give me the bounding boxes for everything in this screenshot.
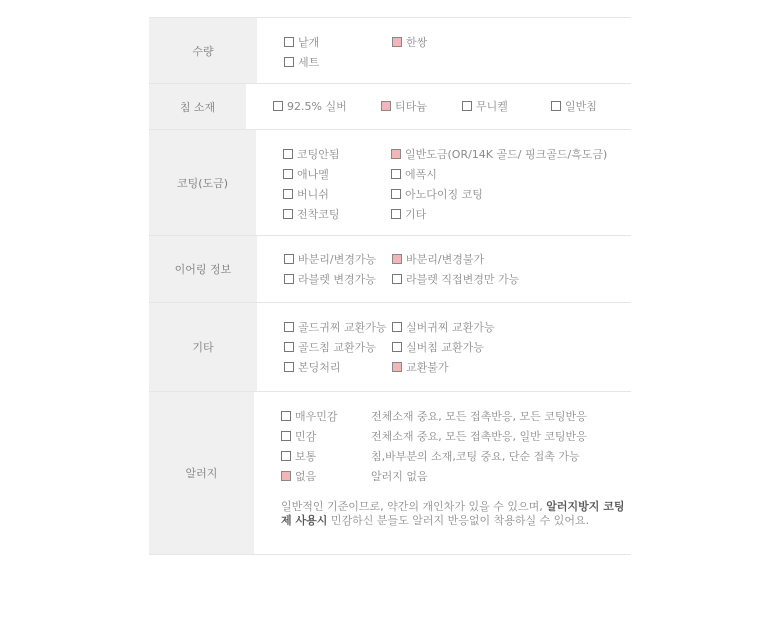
checkbox-icon [392, 342, 402, 352]
option-nickel-free: 무니켈 [462, 96, 551, 116]
checkbox-icon [392, 274, 402, 284]
checkbox-icon [281, 451, 291, 461]
option-bar-fixed: 바분리/변경불가 [392, 249, 592, 269]
checkbox-checked-icon [281, 471, 291, 481]
row-label: 기타 [149, 303, 257, 391]
checkbox-checked-icon [392, 362, 402, 372]
option-pair: 한쌍 [392, 32, 542, 52]
row-label: 이어링 정보 [149, 236, 257, 302]
row-label: 수량 [149, 18, 257, 83]
checkbox-icon [281, 411, 291, 421]
row-other [149, 303, 631, 392]
option-gold-clip: 골드귀찌 교환가능 [284, 317, 392, 337]
row-label: 알러지 [149, 392, 254, 554]
option-bonding: 본딩처리 [284, 357, 392, 377]
checkbox-icon [392, 322, 402, 332]
checkbox-checked-icon [392, 37, 402, 47]
checkbox-checked-icon [392, 254, 402, 264]
option-desc: 알러지 없음 [371, 470, 428, 483]
option-plating: 일반도금(OR/14K 골드/ 핑크골드/흑도금) [391, 144, 631, 164]
checkbox-icon [273, 101, 283, 111]
option-sensitive: 민감 [281, 426, 371, 446]
option-bar-changeable: 바분리/변경가능 [284, 249, 392, 269]
checkbox-icon [284, 254, 294, 264]
checkbox-icon [284, 322, 294, 332]
checkbox-icon [391, 189, 401, 199]
option-single: 낱개 [284, 32, 392, 52]
option-regular-pin: 일반침 [551, 96, 631, 116]
option-desc: 전체소재 중요, 모든 접촉반응, 모든 코팅반응 [371, 410, 587, 423]
checkbox-icon [281, 431, 291, 441]
option-enamel: 애나멜 [283, 164, 391, 184]
checkbox-icon [284, 57, 294, 67]
checkbox-icon [283, 169, 293, 179]
option-silver-clip: 실버귀찌 교환가능 [392, 317, 592, 337]
allergy-note: 일반적인 기준이므로, 약간의 개인차가 있을 수 있으며, 알러지방지 코팅제 사용시 민감하신 분들도 알러지 반응없이 착용하실 수 있어요. [281, 500, 625, 527]
checkbox-icon [283, 149, 293, 159]
row-label: 침 소재 [149, 84, 246, 129]
row-quantity [149, 18, 631, 84]
option-desc: 전체소재 중요, 모든 접촉반응, 일반 코팅반응 [371, 430, 587, 443]
checkbox-icon [462, 101, 472, 111]
option-set: 세트 [284, 52, 392, 72]
row-pin-material [149, 84, 631, 130]
product-info-table [149, 17, 631, 555]
checkbox-icon [283, 189, 293, 199]
checkbox-icon [284, 362, 294, 372]
option-varnish: 버니쉬 [283, 184, 391, 204]
option-anodizing: 아노다이징 코팅 [391, 184, 631, 204]
checkbox-checked-icon [381, 101, 391, 111]
option-silver: 92.5% 실버 [273, 96, 381, 116]
option-none: 없음 [281, 466, 371, 486]
option-desc: 침,바부분의 소재,코팅 중요, 단순 접촉 가능 [371, 450, 580, 463]
option-electrodeposition: 전착코팅 [283, 204, 391, 224]
checkbox-checked-icon [391, 149, 401, 159]
option-other-coating: 기타 [391, 204, 631, 224]
option-epoxy: 에폭시 [391, 164, 631, 184]
row-allergy [149, 392, 631, 555]
option-no-coating: 코팅안됨 [283, 144, 391, 164]
row-label: 코팅(도금) [149, 130, 256, 235]
option-labret-changeable: 라블렛 변경가능 [284, 269, 392, 289]
row-coating [149, 130, 631, 236]
option-labret-direct: 라블렛 직접변경만 가능 [392, 269, 592, 289]
option-normal: 보통 [281, 446, 371, 466]
checkbox-icon [284, 342, 294, 352]
option-silver-pin: 실버침 교환가능 [392, 337, 592, 357]
checkbox-icon [391, 209, 401, 219]
checkbox-icon [391, 169, 401, 179]
checkbox-icon [284, 274, 294, 284]
option-no-exchange: 교환불가 [392, 357, 592, 377]
row-earring-info [149, 236, 631, 303]
option-gold-pin: 골드침 교환가능 [284, 337, 392, 357]
checkbox-icon [551, 101, 561, 111]
option-very-sensitive: 매우민감 [281, 406, 371, 426]
checkbox-icon [283, 209, 293, 219]
option-titanium: 티타늄 [381, 96, 462, 116]
checkbox-icon [284, 37, 294, 47]
